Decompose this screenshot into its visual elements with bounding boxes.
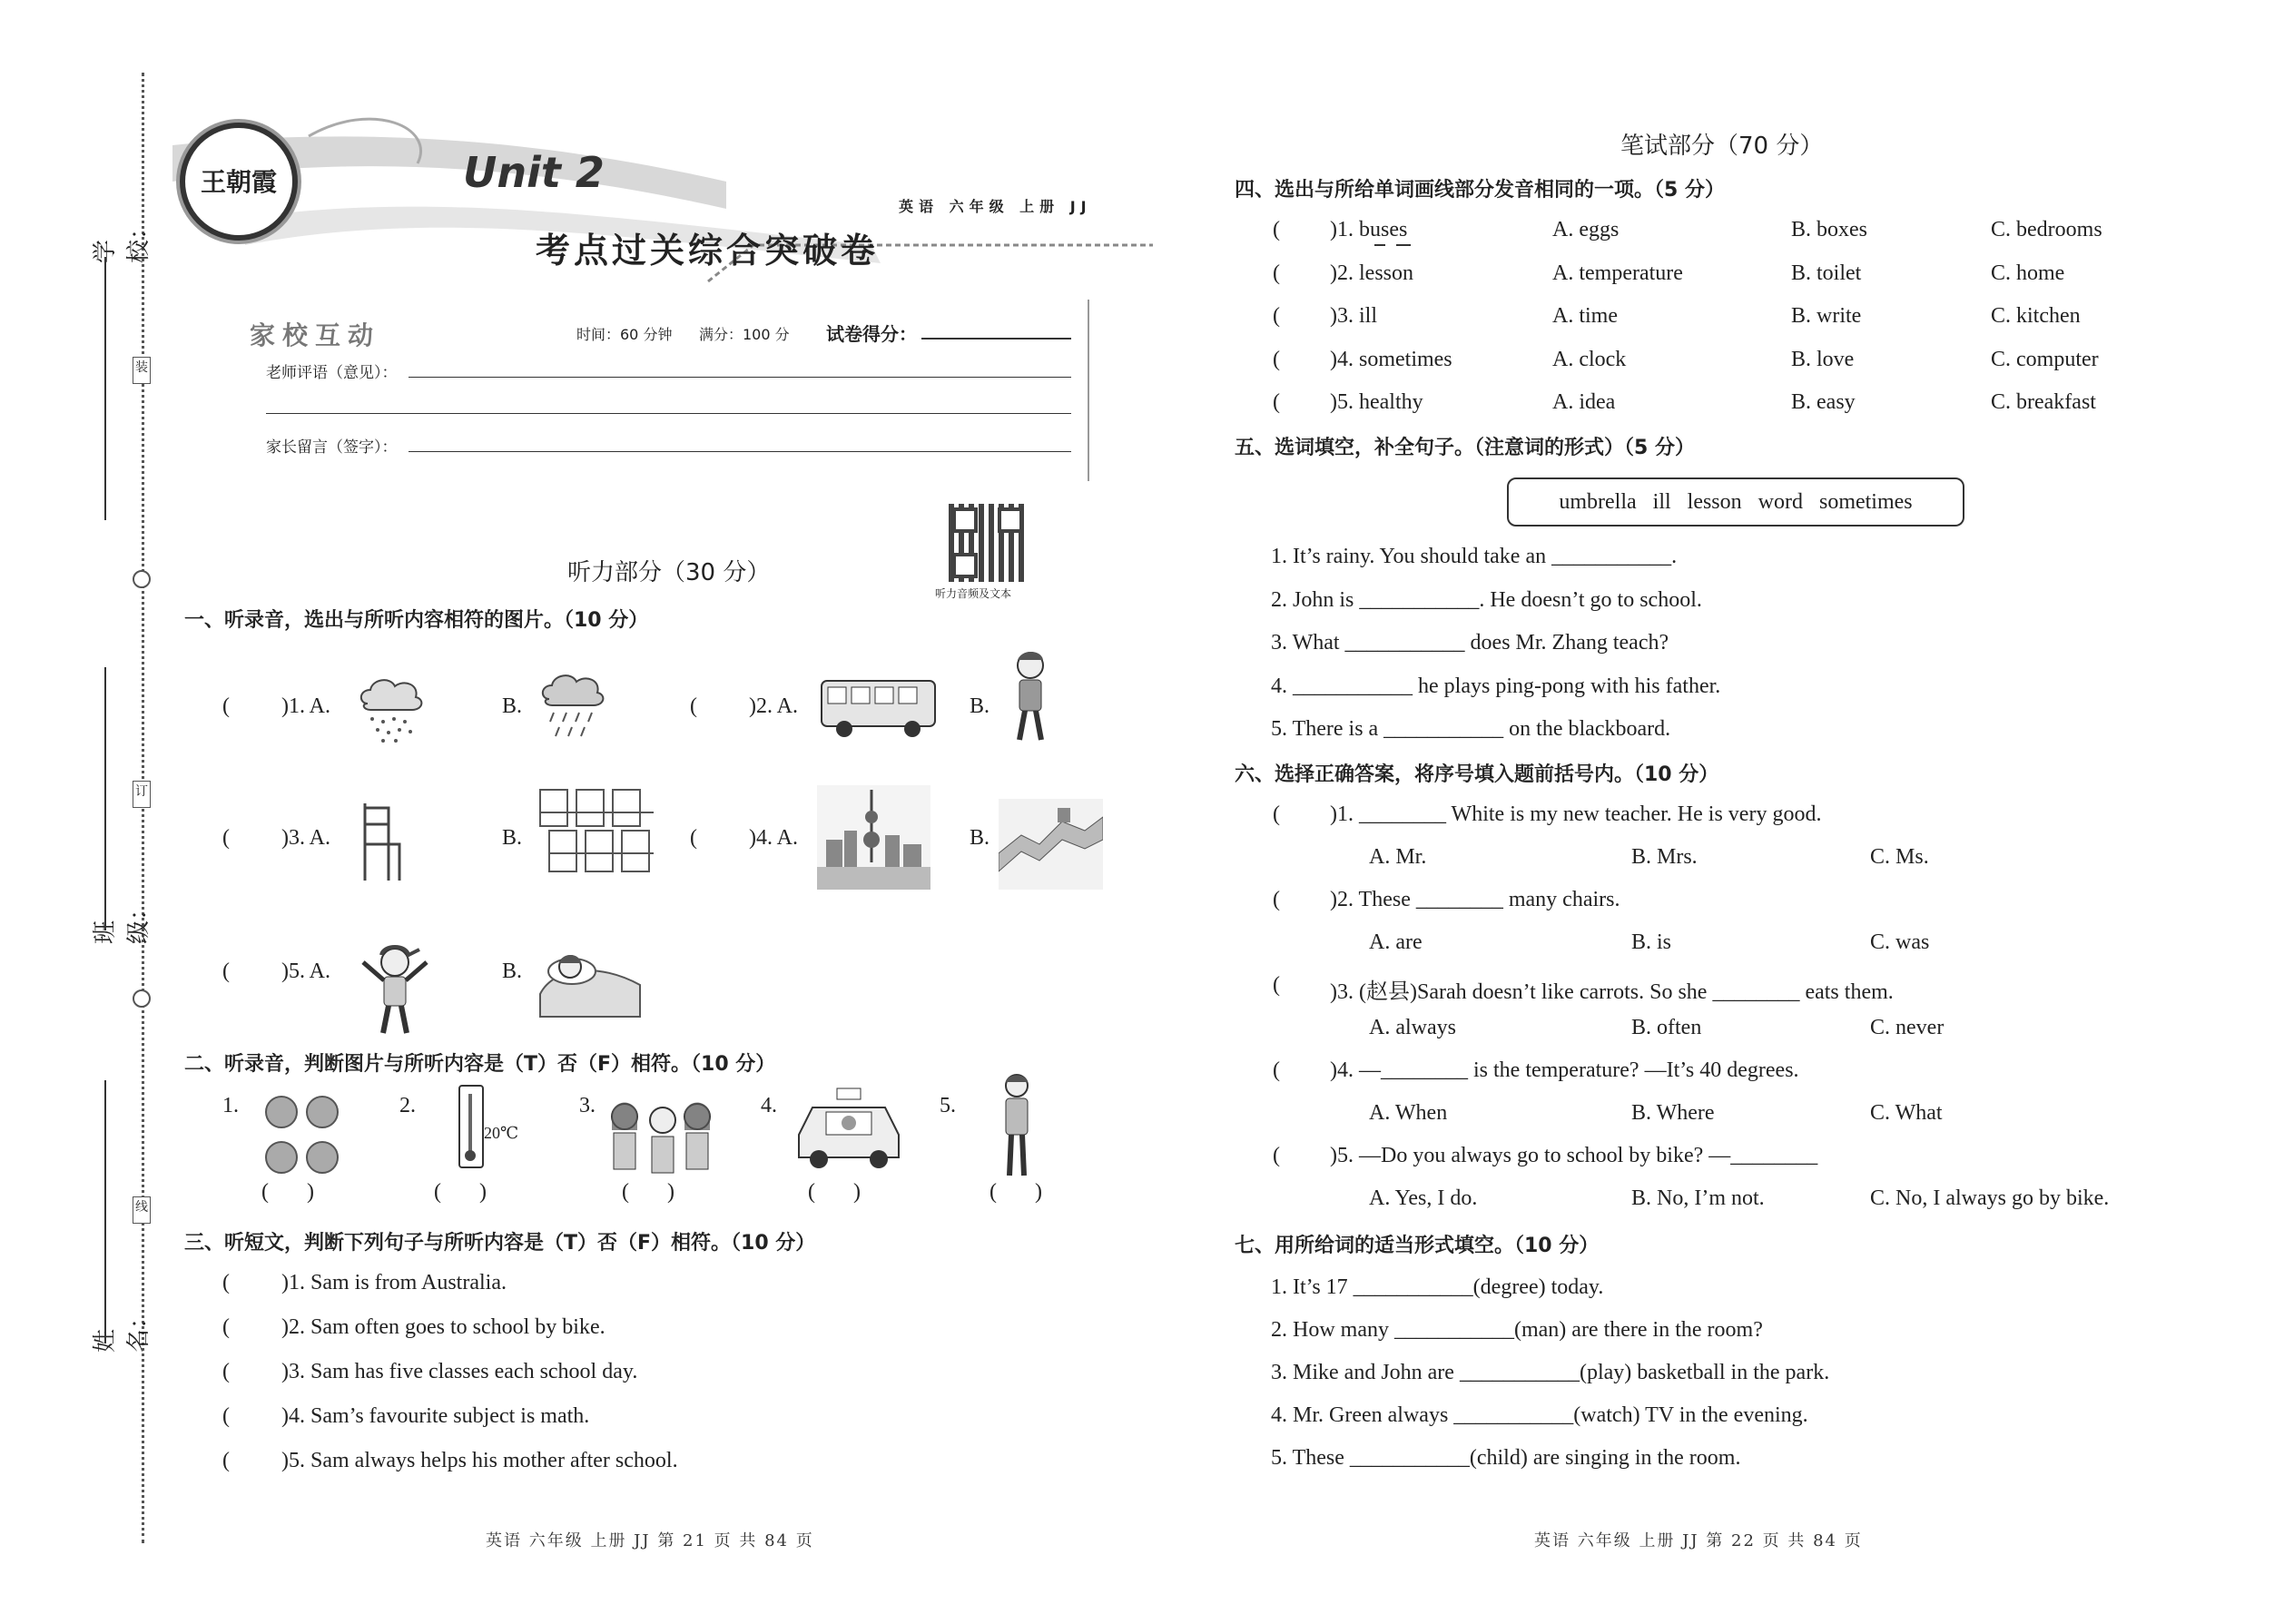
s2-num: 1. — [222, 1094, 239, 1117]
s4-option-b: B. love — [1791, 348, 1855, 371]
book-info-badge: 英语 六年级 上册 JJ — [899, 198, 1092, 215]
class-label: 班级： — [92, 896, 153, 944]
s2-num: 4. — [761, 1094, 777, 1117]
unit-title: Unit 2 — [463, 148, 605, 197]
cut-mark-dot — [133, 989, 151, 1008]
logo-inner: 王朝霞 — [200, 167, 277, 197]
s3-title: 三、听短文，判断下列句子与所听内容是（T）否（F）相符。（10 分） — [184, 1232, 816, 1255]
s4-option-b: B. toilet — [1791, 261, 1862, 285]
s1-item-b: B. — [502, 960, 523, 983]
s3-item: )5. Sam always helps his mother after school. — [281, 1449, 678, 1472]
written-title: 笔试部分（70 分） — [1620, 133, 1824, 160]
class-underline[interactable] — [104, 667, 106, 930]
s4-option-c: C. kitchen — [1991, 304, 2081, 328]
cloud-snow-icon[interactable] — [354, 672, 427, 744]
s4-option-c: C. bedrooms — [1991, 218, 2102, 241]
s1-item-b: B. — [502, 694, 523, 718]
tomatoes-icon[interactable] — [259, 1089, 345, 1180]
s4-option-c: C. breakfast — [1991, 390, 2096, 414]
s7-item: 1. It’s 17 ___________(degree) today. — [1271, 1275, 1604, 1299]
s6-option-b: B. Mrs. — [1631, 845, 1698, 869]
s2-answer-paren[interactable]: ( ) — [434, 1180, 487, 1204]
s2-answer-paren[interactable]: ( ) — [622, 1180, 674, 1204]
s6-option-c: C. was — [1870, 930, 1930, 954]
s2-answer-paren[interactable]: ( ) — [989, 1180, 1042, 1204]
s4-option-a: A. time — [1552, 304, 1618, 328]
s7-title: 七、用所给词的适当形式填空。（10 分） — [1235, 1235, 1600, 1257]
s5-title: 五、选词填空，补全句子。（注意词的形式）（5 分） — [1235, 437, 1695, 459]
home-school-badge: 家校互动 — [250, 320, 381, 350]
boy-standing-icon[interactable] — [994, 1071, 1039, 1180]
s6-question: )5. —Do you always go to school by bike? —________ — [1330, 1144, 1818, 1167]
s3-item: )2. Sam often goes to school by bike. — [281, 1315, 605, 1339]
listening-title: 听力部分（30 分） — [567, 559, 771, 586]
name-label-wrap — [86, 1284, 153, 1353]
s4-title: 四、选出与所给单词画线部分发音相同的一项。（5 分） — [1235, 179, 1725, 202]
teacher-comment-input-2[interactable] — [266, 413, 1071, 414]
s6-option-a: A. When — [1369, 1101, 1448, 1125]
s4-question: )3. ill — [1330, 304, 1377, 328]
score-input[interactable] — [921, 338, 1071, 340]
binding-sidebar — [0, 0, 154, 1624]
s6-question: )2. These ________ many chairs. — [1330, 888, 1620, 911]
s1-item-b: B. — [502, 826, 523, 850]
s1-title: 一、听录音，选出与所听内容相符的图片。（10 分） — [184, 609, 649, 632]
s6-option-c: C. What — [1870, 1101, 1943, 1125]
cut-mark-char: 订 — [133, 781, 151, 808]
s6-option-b: B. often — [1631, 1016, 1702, 1039]
s2-num: 2. — [399, 1094, 416, 1117]
s6-option-a: A. are — [1369, 930, 1423, 954]
s1-item-b: B. — [970, 694, 990, 718]
s5-word-box: umbrella ill lesson word sometimes — [1507, 477, 1964, 527]
s6-option-b: B. is — [1631, 930, 1672, 954]
exam-subtitle: 考点过关综合突破卷 — [536, 231, 880, 271]
footer-left: 英语 六年级 上册 JJ 第 21 页 共 84 页 — [486, 1531, 814, 1550]
s4-option-a: A. eggs — [1552, 218, 1620, 241]
logo-emblem — [180, 123, 298, 241]
s5-item: 4. ___________ he plays ping-pong with his father. — [1271, 674, 1721, 698]
school-field[interactable] — [86, 195, 153, 263]
s6-option-a: A. always — [1369, 1016, 1456, 1039]
parent-comment-label: 家长留言（签字）： — [266, 438, 398, 457]
s4-option-b: B. easy — [1791, 390, 1856, 414]
s3-item: )1. Sam is from Australia. — [281, 1271, 507, 1294]
s4-question: )5. healthy — [1330, 390, 1423, 414]
s7-item: 4. Mr. Green always ___________(watch) TV in the evening. — [1271, 1403, 1808, 1427]
s6-question: )4. —________ is the temperature? —It’s 40 degrees. — [1330, 1058, 1799, 1082]
s6-option-c: C. never — [1870, 1016, 1944, 1039]
s4-question: )2. lesson — [1330, 261, 1413, 285]
many-chairs-icon[interactable] — [536, 781, 658, 881]
s7-item: 2. How many ___________(man) are there in the room? — [1271, 1318, 1763, 1342]
city-tower-icon[interactable] — [817, 785, 930, 890]
taxi-icon[interactable] — [790, 1085, 908, 1176]
school-underline — [104, 257, 106, 520]
s5-item: 5. There is a ___________ on the blackboard. — [1271, 717, 1671, 741]
s6-option-c: C. Ms. — [1870, 845, 1929, 869]
s1-item-num: )2. A. — [749, 694, 798, 718]
s4-option-a: A. clock — [1552, 348, 1627, 371]
s4-option-c: C. computer — [1991, 348, 2099, 371]
great-wall-icon[interactable] — [999, 799, 1103, 890]
s6-option-b: B. Where — [1631, 1101, 1715, 1125]
score-info: 满分：100 分 — [699, 326, 790, 343]
parent-comment-input[interactable] — [409, 451, 1071, 452]
s1-item-num: )3. A. — [281, 826, 330, 850]
chair-icon[interactable] — [354, 799, 409, 885]
girl-sick-in-bed-icon[interactable] — [536, 940, 645, 1026]
thermometer-icon[interactable] — [458, 1085, 484, 1168]
s6-option-c: C. No, I always go by bike. — [1870, 1186, 2110, 1210]
s7-item: 5. These ___________(child) are singing in the room. — [1271, 1446, 1741, 1470]
qr-caption: 听力音频及文本 — [935, 587, 1012, 600]
s2-num: 5. — [940, 1094, 956, 1117]
s2-answer-paren[interactable]: ( ) — [261, 1180, 314, 1204]
thermometer-label: 20℃ — [484, 1124, 519, 1142]
teacher-comment-input[interactable] — [409, 377, 1071, 378]
teacher-comment-label: 老师评语（意见）： — [266, 364, 398, 382]
s4-option-b: B. boxes — [1791, 218, 1867, 241]
s6-option-b: B. No, I’m not. — [1631, 1186, 1765, 1210]
s7-item: 3. Mike and John are ___________(play) basketball in the park. — [1271, 1361, 1830, 1384]
s5-item: 2. John is ___________. He doesn’t go to school. — [1271, 588, 1702, 612]
s6-option-a: A. Mr. — [1369, 845, 1427, 869]
s5-item: 3. What ___________ does Mr. Zhang teach? — [1271, 631, 1669, 655]
s6-question: )1. ________ White is my new teacher. He is very good. — [1330, 802, 1822, 826]
cloud-rain-icon[interactable] — [536, 667, 608, 744]
s4-option-a: A. idea — [1552, 390, 1616, 414]
s1-item-b: B. — [970, 826, 990, 850]
s3-item: )4. Sam’s favourite subject is math. — [281, 1404, 590, 1428]
s6-option-a: A. Yes, I do. — [1369, 1186, 1478, 1210]
name-underline[interactable] — [104, 1080, 106, 1343]
s1-item-num: )5. A. — [281, 960, 330, 983]
s6-question: )3. (赵县)Sarah doesn’t like carrots. So she ________ eats them. — [1330, 980, 1894, 1004]
qr-code[interactable] — [949, 504, 1027, 582]
cut-mark-char: 装 — [133, 357, 151, 384]
name-label: 姓名： — [92, 1304, 153, 1353]
s2-num: 3. — [579, 1094, 596, 1117]
s2-answer-paren[interactable]: ( ) — [808, 1180, 861, 1204]
cut-mark-dot — [133, 570, 151, 588]
three-girls-icon[interactable] — [599, 1089, 726, 1176]
s1-item-num: )4. A. — [749, 826, 798, 850]
s4-option-b: B. write — [1791, 304, 1862, 328]
time-info: 时间：60 分钟 — [576, 326, 673, 343]
s4-option-a: A. temperature — [1552, 261, 1683, 285]
class-label-wrap — [86, 876, 153, 944]
s2-title: 二、听录音，判断图片与所听内容是（T）否（F）相符。（10 分） — [184, 1053, 776, 1076]
s4-option-c: C. home — [1991, 261, 2065, 285]
s4-question: )4. sometimes — [1330, 348, 1452, 371]
cut-mark-char: 线 — [133, 1196, 151, 1224]
score-label: 试卷得分： — [826, 323, 917, 345]
header-divider-vertical — [1088, 300, 1089, 481]
s1-item-num: )1. A. — [281, 694, 330, 718]
school-label: 学校： — [92, 215, 153, 263]
s3-item: )3. Sam has five classes each school day. — [281, 1360, 638, 1383]
s4-question: )1. buses — [1330, 218, 1408, 241]
s6-title: 六、选择正确答案，将序号填入题前括号内。（10 分） — [1235, 763, 1719, 786]
s5-item: 1. It’s rainy. You should take an ___________. — [1271, 545, 1678, 568]
girl-jumping-icon[interactable] — [354, 935, 436, 1039]
footer-right: 英语 六年级 上册 JJ 第 22 页 共 84 页 — [1534, 1531, 1863, 1550]
boy-walking-icon[interactable] — [1003, 649, 1058, 749]
bus-icon[interactable] — [817, 676, 940, 740]
